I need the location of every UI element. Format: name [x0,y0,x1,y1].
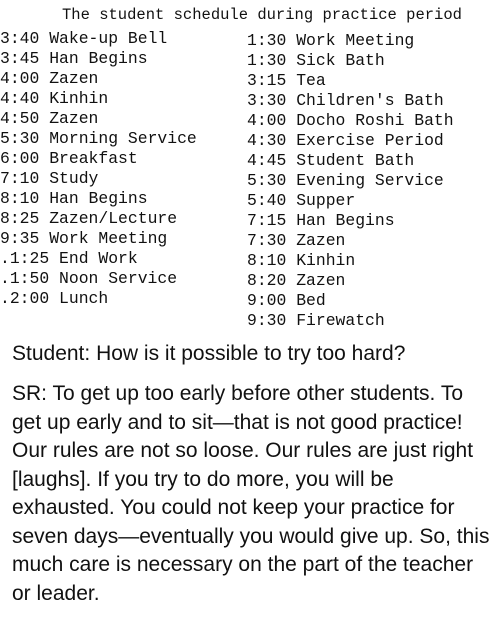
entry-event: Exercise Period [296,131,444,150]
entry-time: 7:30 [247,231,287,250]
entry-event: Zazen [296,231,346,250]
entry-time: 3:30 [247,91,287,110]
schedule-entry [0,69,197,89]
entry-time: 7:15 [247,211,287,230]
entry-time: 9:00 [247,291,287,310]
entry-event: Study [49,169,99,188]
schedule-title: The student schedule during practice period [62,6,462,24]
answer-text: To get up too early before other students. To get up early and to sit—that is not good practice! Our rules are not so loose. Our rules are just right [laughs]. If you try to do more, you will be exhausted. You could not keep your practice for seven days—eventually you would give up. So, this much care is necessary on the part of the teacher or leader. [12,382,490,605]
schedule-entry [0,129,197,149]
schedule-entry [0,109,197,129]
entry-event: Docho Roshi Bath [296,111,454,130]
entry-event: Children's Bath [296,91,444,110]
student-question [12,340,492,369]
schedule-entry [0,149,197,169]
entry-time: 8:10 [247,251,287,270]
entry-time: 3:45 [0,49,40,68]
schedule-entry [0,249,197,269]
entry-event: Kinhin [49,89,109,108]
entry-event: Breakfast [49,149,138,168]
entry-time: 8:25 [0,209,40,228]
question-text: How is it possible to try too hard? [96,342,406,365]
entry-event: Student Bath [296,151,415,170]
entry-time: 4:00 [0,69,40,88]
entry-event: Work Meeting [296,31,415,50]
entry-time: 9:35 [0,229,40,248]
schedule-entry [247,311,454,331]
schedule-entry [247,31,454,51]
schedule-entry [0,289,197,309]
entry-event: Kinhin [296,251,356,270]
entry-time: 4:45 [247,151,287,170]
schedule-entry [247,51,454,71]
schedule-entry [0,189,197,209]
entry-event: Lunch [59,289,109,308]
schedule-entry [0,209,197,229]
entry-time: .1:25 [0,249,50,268]
schedule-entry [247,151,454,171]
entry-event: Han Begins [49,49,148,68]
entry-time: .2:00 [0,289,50,308]
entry-time: 5:40 [247,191,287,210]
entry-event: Sick Bath [296,51,385,70]
entry-event: Zazen [49,69,99,88]
entry-event: Zazen [296,271,346,290]
entry-event: Wake-up Bell [49,29,168,48]
schedule-entry [0,229,197,249]
schedule-column-left [0,29,197,309]
entry-time: 4:40 [0,89,40,108]
entry-time: 1:30 [247,31,287,50]
teacher-answer [12,380,492,608]
entry-time: 7:10 [0,169,40,188]
schedule-entry [247,251,454,271]
entry-event: Bed [296,291,326,310]
entry-time: 4:30 [247,131,287,150]
entry-event: Zazen/Lecture [49,209,178,228]
schedule-entry [247,131,454,151]
entry-time: 3:15 [247,71,287,90]
entry-event: Work Meeting [49,229,168,248]
schedule-entry [247,171,454,191]
entry-event: Zazen [49,109,99,128]
entry-event: Tea [296,71,326,90]
entry-time: 5:30 [0,129,40,148]
entry-event: Firewatch [296,311,385,330]
entry-event: Han Begins [49,189,148,208]
schedule-entry [247,291,454,311]
entry-time: 9:30 [247,311,287,330]
schedule-column-right [247,31,454,331]
schedule-entry [247,211,454,231]
entry-time: 4:00 [247,111,287,130]
answer-speaker: SR: [12,382,48,405]
entry-time: .1:50 [0,269,50,288]
entry-time: 4:50 [0,109,40,128]
entry-event: Morning Service [49,129,197,148]
schedule-entry [247,111,454,131]
schedule-entry [247,71,454,91]
schedule-entry [247,231,454,251]
question-speaker: Student: [12,342,91,365]
schedule-entry [0,169,197,189]
entry-time: 6:00 [0,149,40,168]
schedule-entry [0,49,197,69]
entry-time: 5:30 [247,171,287,190]
schedule-entry [0,269,197,289]
entry-time: 1:30 [247,51,287,70]
entry-time: 8:10 [0,189,40,208]
entry-event: Evening Service [296,171,444,190]
entry-time: 8:20 [247,271,287,290]
schedule-entry [247,91,454,111]
entry-event: End Work [59,249,138,268]
schedule-entry [247,271,454,291]
entry-time: 3:40 [0,29,40,48]
schedule-entry [0,29,197,49]
schedule-entry [247,191,454,211]
entry-event: Han Begins [296,211,395,230]
entry-event: Supper [296,191,356,210]
entry-event: Noon Service [59,269,178,288]
schedule-entry [0,89,197,109]
